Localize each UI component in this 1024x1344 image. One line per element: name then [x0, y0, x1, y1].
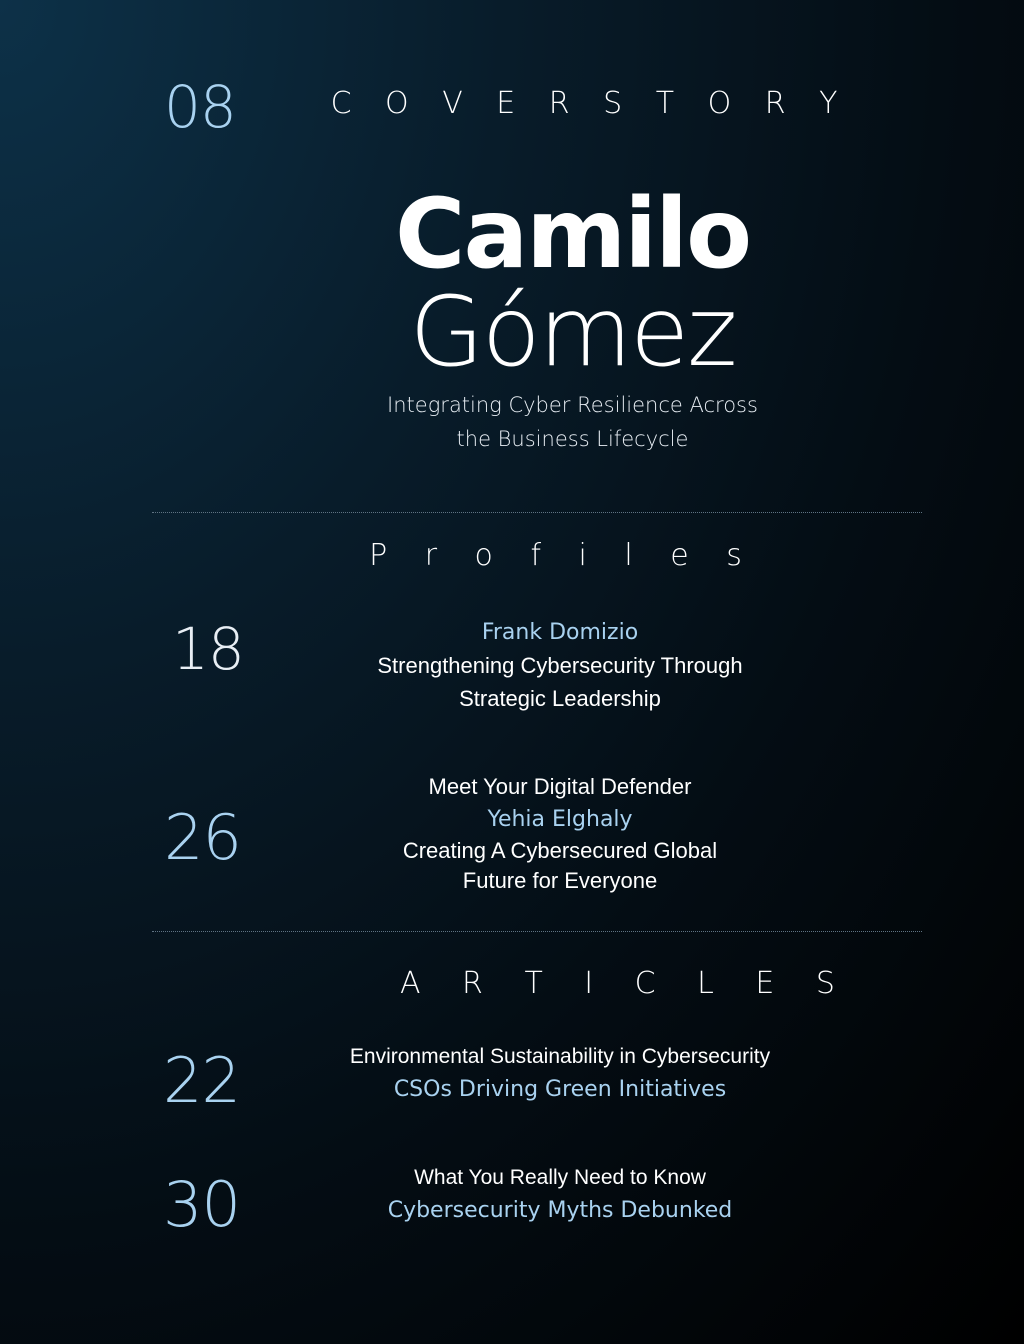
cover-name-last: Gómez: [409, 276, 736, 388]
cover-subtitle-line2: the Business Lifecycle: [456, 427, 689, 451]
profile-1-page-number: 18: [172, 615, 244, 683]
profile-2-page-number: 26: [164, 801, 241, 874]
profile-1-name: Frank Domizio: [481, 620, 639, 645]
divider-top: [152, 512, 922, 513]
profile-1-line2: Strategic Leadership: [459, 686, 661, 711]
profile-2-intro: Meet Your Digital Defender: [428, 774, 692, 799]
cover-name-first: Camilo: [394, 178, 751, 290]
coverstory-section-label: C O V E R S T O R Y: [330, 86, 850, 121]
article-1-entry[interactable]: [300, 1040, 820, 1106]
article-1-page-number: 22: [163, 1044, 240, 1117]
divider-bottom: [152, 931, 922, 932]
article-2-entry[interactable]: [300, 1161, 820, 1227]
profiles-section-label: P r o f i l e s: [369, 538, 756, 573]
profile-2-line2: Future for Everyone: [462, 868, 658, 893]
article-2-kicker: What You Really Need to Know: [414, 1166, 706, 1189]
coverstory-page-number: 08: [164, 73, 236, 141]
profile-2-line1: Creating A Cybersecured Global: [402, 838, 718, 863]
article-1-title: CSOs Driving Green Initiatives: [393, 1077, 727, 1102]
article-2-title: Cybersecurity Myths Debunked: [387, 1198, 733, 1223]
article-2-page-number: 30: [163, 1168, 240, 1241]
articles-section-label: A R T I C L E S: [400, 966, 851, 1001]
profile-2-entry[interactable]: [300, 770, 820, 896]
profile-1-entry[interactable]: [300, 616, 820, 715]
cover-subtitle: [340, 388, 805, 456]
cover-subtitle-line1: Integrating Cyber Resilience Across: [387, 393, 758, 417]
profile-1-line1: Strengthening Cybersecurity Through: [377, 653, 743, 678]
profile-2-name: Yehia Elghaly: [487, 807, 633, 832]
article-1-kicker: Environmental Sustainability in Cybersecurity: [349, 1045, 771, 1068]
